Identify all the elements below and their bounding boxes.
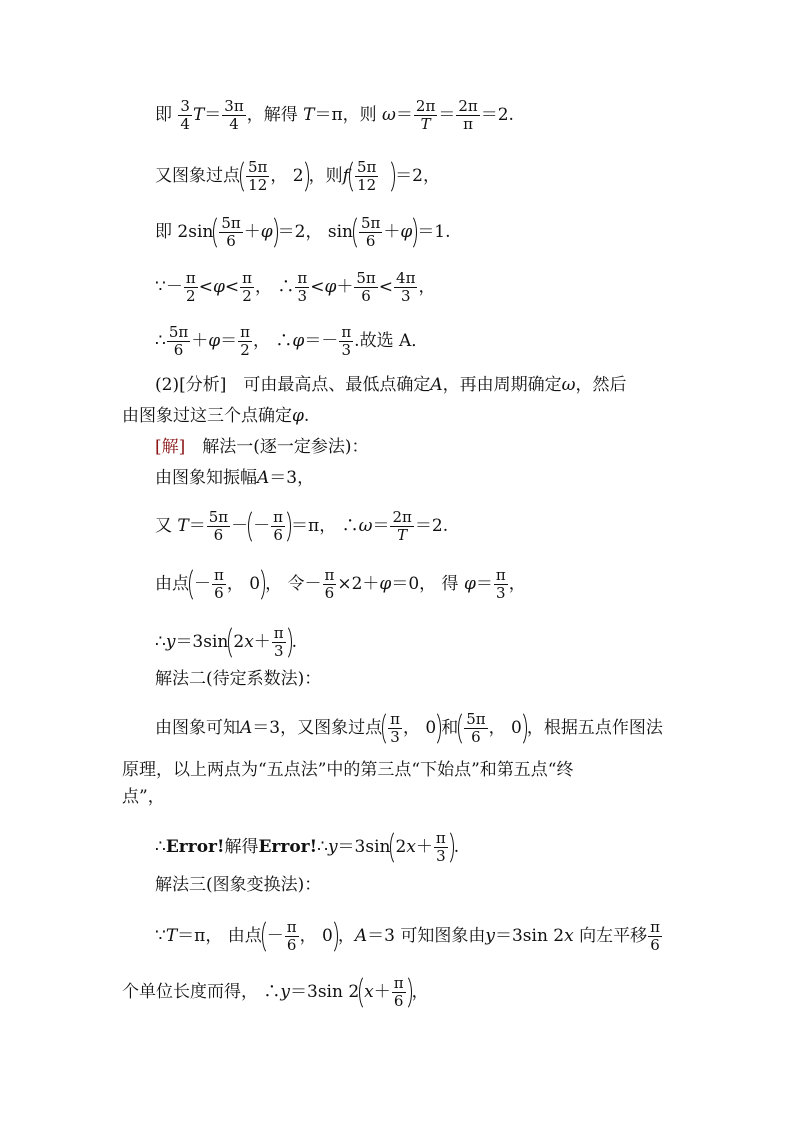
line-6: (2)[分析] 可由最高点、最低点确定A，再由周期确定ω，然后 — [155, 375, 627, 395]
line-1: 即 $\frac{3}{4}$ T＝ $\frac{3\pi}{4}$ ，解得 T＝π，则 ω＝ $\frac{2\pi}{T}$ ＝ $\frac{2\pi}{\pi}$ ＝2. — [155, 97, 514, 133]
line-8: [解] 解法一(逐一定参法)： — [155, 437, 369, 457]
line-18: 解法三(图象变换法)： — [155, 875, 322, 895]
line-4: ∵－ $\frac{\pi}{2}$ <φ< $\frac{\pi}{2}$ ， ∴ $\frac{\pi}{3}$ <φ＋ $\frac{5\pi}{6}$ < $\frac{4\pi}{3}$ ， — [155, 269, 436, 305]
line-19: ∵T＝π， 由点 － $\frac{\pi}{6}$ ， 0 ，A＝3 可知图象由y＝3sin 2x 向左平移 $\frac{\pi}{6}$ — [155, 918, 660, 954]
line-2: 又图象过点 $\frac{5\pi}{12}$ ， 2 ，则f $\frac{5\pi}{12}$ ＝2， — [155, 158, 440, 194]
line-14: 由图象可知A＝3，又图象过点 $\frac{\pi}{3}$ ， 0 和 $\frac{5\pi}{6}$ ， 0 ，根据五点作图法 — [155, 710, 663, 746]
line-9: 由图象知振幅A＝3， — [155, 468, 315, 488]
line-10: 又 T＝ $\frac{5\pi}{6}$ － － $\frac{\pi}{6}$ ＝π， ∴ω＝ $\frac{2\pi}{T}$ ＝2. — [155, 508, 449, 544]
line-13: 解法二(待定系数法)： — [155, 669, 322, 689]
line-5: ∴ $\frac{5\pi}{6}$ ＋φ＝ $\frac{\pi}{2}$ ， ∴φ＝－ $\frac{\pi}{3}$ .故选 A． — [155, 323, 429, 359]
line-15: 原理，以上两点为“五点法”中的第三点“下始点”和第五点“终 — [122, 760, 574, 780]
line-3: 即 2sin $\frac{5\pi}{6}$ ＋φ ＝2， sin $\frac{5\pi}{6}$ ＋φ ＝1. — [155, 214, 451, 250]
line-7: 由图象过这三个点确定φ. — [122, 406, 310, 426]
line-11: 由点 － $\frac{\pi}{6}$ ， 0 ， 令－ $\frac{\pi}{6}$ ×2＋φ＝0， 得 φ＝ $\frac{\pi}{3}$ ， — [155, 566, 526, 602]
line-12: ∴y＝3sin 2x＋ $\frac{\pi}{3}$ . — [155, 624, 298, 660]
line-16: 点”， — [122, 787, 165, 807]
line-17: ∴Error!解得Error!∴y＝3sin 2x＋ $\frac{\pi}{3}$ . — [155, 829, 460, 865]
line-20: 个单位长度而得， ∴y＝3sin 2 x＋ $\frac{\pi}{6}$ ， — [122, 974, 429, 1010]
